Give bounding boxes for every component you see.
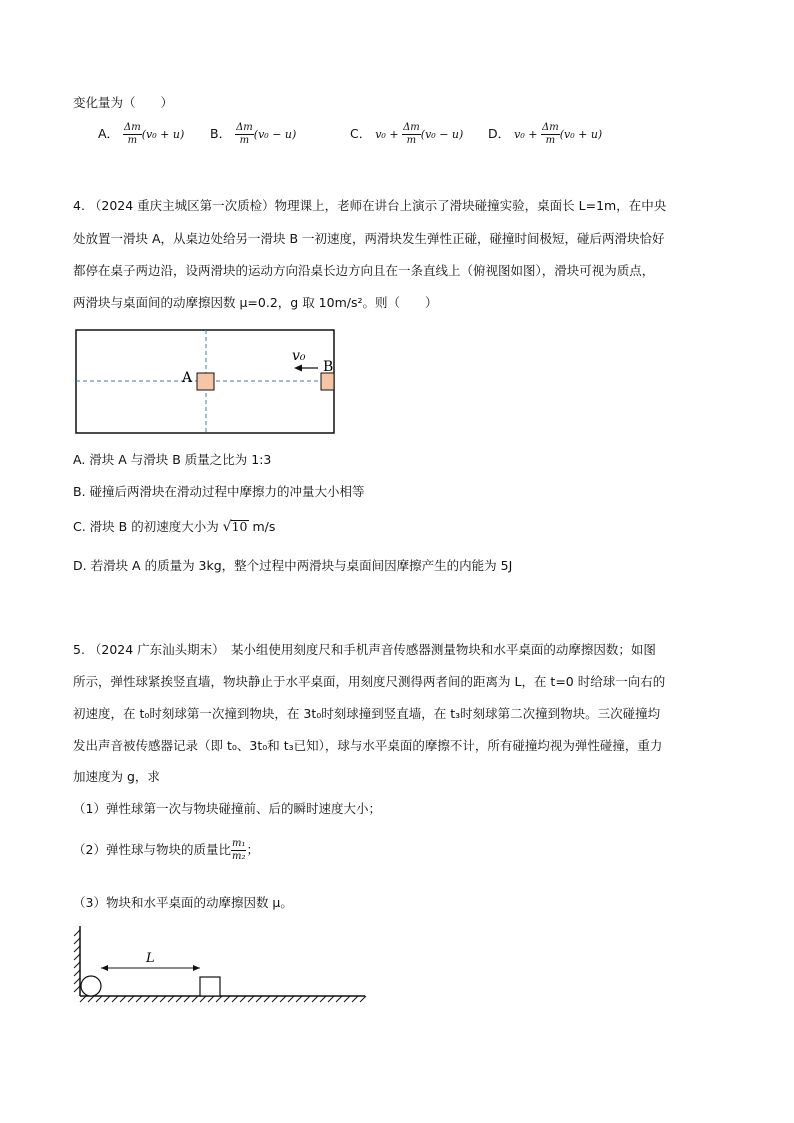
option-label: D． [488, 126, 511, 141]
distance-arrow-right-head [193, 965, 200, 971]
formula-paren: (v₀ − u) [253, 128, 297, 141]
option-label: B． [210, 126, 232, 141]
q5-stem-line-2: 所示，弹性球紧挨竖直墙，物块静止于水平桌面，用刻度尺测得两者间的距离为 L，在 t=0 时给球一向右的 [73, 674, 666, 689]
formula-paren: (v₀ + u) [141, 128, 185, 141]
q3-tail-text: 变化量为（ ） [73, 95, 174, 110]
fraction-numerator: Δm [124, 122, 141, 133]
fraction-numerator: Δm [236, 122, 253, 133]
q4-stem-line-2: 处放置一滑块 A，从桌边处给另一滑块 B 一初速度，两滑块发生弹性正碰，碰撞时间极短，碰后两滑块恰好 [73, 231, 665, 246]
q5-stem-line-5: 加速度为 g，求 [73, 769, 160, 784]
distance-arrow-left-head [101, 965, 108, 971]
q4-stem-line-4: 两滑块与桌面间的动摩擦因数 μ=0.2，g 取 10m/s²。则（ ） [73, 295, 438, 310]
q5-sub-question-1: （1）弹性球第一次与物块碰撞前、后的瞬时速度大小； [73, 801, 381, 816]
fraction-numerator: Δm [403, 122, 420, 133]
label-b: B [323, 359, 334, 375]
fraction-denominator: m [239, 135, 250, 146]
fraction-numerator: Δm [541, 122, 559, 133]
floor-hatching [80, 996, 366, 1002]
block [200, 977, 220, 996]
q5-stem-line-1: 5. （2024 广东汕头期末） 某小组使用刻度尺和手机声音传感器测量物块和水平桌面的动摩擦因数；如图 [73, 642, 656, 657]
velocity-label: v₀ [292, 348, 306, 364]
fraction-denominator: m [127, 135, 138, 146]
distance-label: L [146, 951, 155, 966]
q3-option-b [210, 122, 296, 147]
sqrt-radicand: 10 [231, 519, 248, 534]
q5-sub-question-2 [73, 838, 259, 863]
q5-sub-question-3: （3）物块和水平桌面的动摩擦因数 μ。 [73, 895, 293, 910]
elastic-ball [81, 976, 101, 996]
q4-stem-line-3: 都停在桌子两边沿，设两滑块的运动方向沿桌长边方向且在一条直线上（俯视图如图），滑块可视为质点， [73, 263, 655, 278]
q4-option-b: B. 碰撞后两滑块在滑动过程中摩擦力的冲量大小相等 [73, 484, 365, 499]
q4-option-c [73, 520, 275, 534]
q3-options [98, 122, 618, 156]
q4-stem-line-1: 4. （2024 重庆主城区第一次质检）物理课上，老师在讲台上演示了滑块碰撞实验，桌面长 L=1m，在中央 [73, 198, 667, 213]
q5-wall-figure [70, 922, 370, 1007]
fraction [541, 122, 560, 147]
q5-stem-line-3: 初速度，在 t₀时刻球第一次撞到物块，在 3t₀时刻球撞到竖直墙，在 t₃时刻球第二次撞到物块。三次碰撞均 [73, 706, 661, 721]
sub-question-2-text: （2）弹性球与物块的质量比 [73, 842, 231, 857]
fraction-denominator: m [545, 135, 556, 146]
sqrt-icon: √ [222, 519, 232, 535]
q3-option-d [488, 122, 602, 147]
fraction-denominator: m₂ [231, 851, 246, 862]
option-label: A． [98, 126, 120, 141]
fraction [235, 122, 254, 147]
formula-paren: (v₀ − u) [420, 128, 464, 141]
q4-option-a: A. 滑块 A 与滑块 B 质量之比为 1:3 [73, 452, 272, 467]
block-b [321, 373, 334, 390]
fraction [402, 122, 421, 147]
option-c-text: C. 滑块 B 的初速度大小为 [73, 519, 223, 534]
formula-prefix: v₀ + [514, 128, 541, 141]
q5-stem-line-4: 发出声音被传感器记录（即 t₀、3t₀和 t₃已知），球与水平桌面的摩擦不计，所有碰撞均视为弹性碰撞，重力 [73, 738, 663, 753]
q3-option-c [350, 122, 463, 147]
formula-paren: (v₀ + u) [559, 128, 603, 141]
formula-prefix: v₀ + [375, 128, 403, 141]
label-a: A [182, 370, 193, 386]
q3-option-a [98, 122, 184, 147]
option-c-unit: m/s [248, 519, 276, 534]
q4-option-d: D. 若滑块 A 的质量为 3kg，整个过程中两滑块与桌面间因摩擦产生的内能为 5J [73, 558, 513, 573]
fraction-denominator: m [406, 135, 417, 146]
wall-hatching [74, 930, 80, 992]
q4-table-figure [72, 326, 342, 441]
option-label: C． [350, 126, 372, 141]
mass-ratio-fraction [231, 838, 247, 863]
fraction-numerator: m₁ [231, 838, 246, 849]
block-a [197, 373, 214, 390]
fraction [123, 122, 142, 147]
sub-question-2-end: ； [246, 842, 259, 857]
